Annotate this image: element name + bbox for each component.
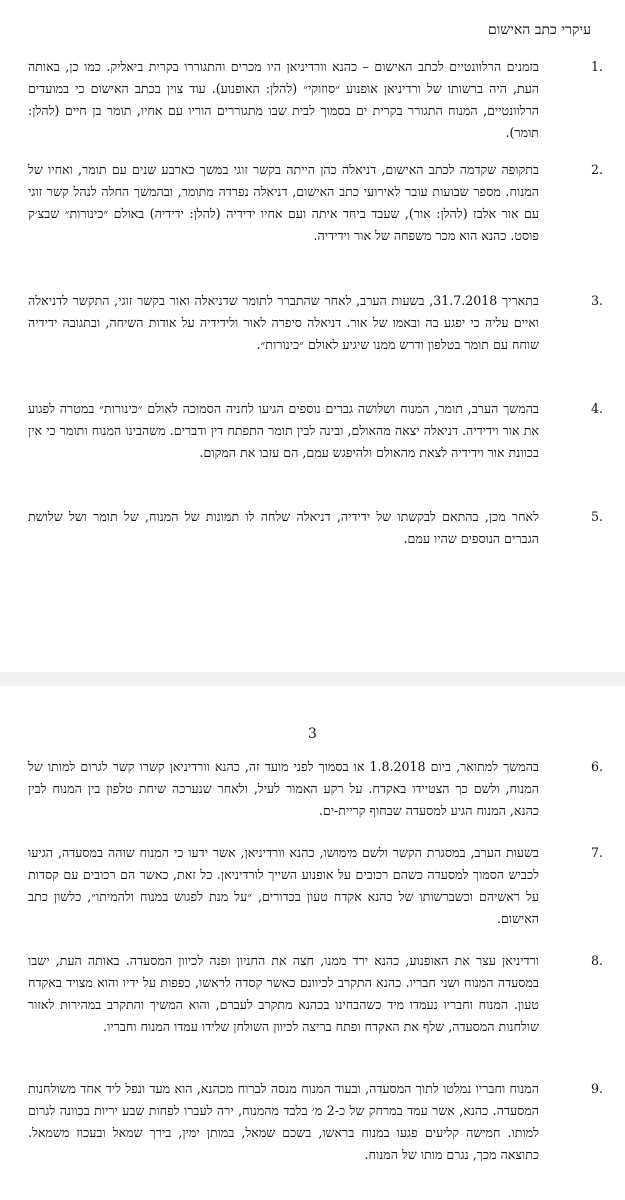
paragraph (28, 1078, 603, 1166)
paragraph (28, 398, 603, 464)
paragraph-number: 1. (590, 59, 603, 74)
paragraph (28, 56, 603, 144)
paragraph-number: 8. (590, 953, 603, 968)
paragraph-text: לאחר מכן, בהתאם לבקשתו של ידידיה, דניאלה שלחה לו תמונות של המנוח, של תומר ושל שלושת הגברים הנוספים שהיו עמם. (28, 509, 539, 546)
paragraph-text: ורדיניאן עצר את האופנוע, כהנא ירד ממנו, חצה את החניון ופנה לכיוון המסעדה. באותה העת, ישבו במסעדה המנוח ושני חבריו. כהנא התקרב לכיוונם כאשר קסדה לראשו, כפפות על ידיו והוא מצויד באקדח טעון. המנוח וחבריו נעמדו מיד כשהבחינו בכהנא מתקרב לעברם, והוא המשיך והתקרב במהירות לאזור שולחנות המסעדה, שלף את האקדח ופתח בריצה לכיוון השולחן שלידו עמדו המנוח וחבריו. (28, 953, 539, 1034)
page-header: עיקרי כתב האישום (487, 22, 591, 38)
page-number: 3 (308, 726, 317, 742)
paragraph-text: בזמנים הרלוונטיים לכתב האישום – כהנא וורדיניאן היו מכרים והתגוררו בקרית ביאליק. כמו כן, באותה העת, היה ברשותו של ורדיניאן אופנוע ״סוזוקי״ (להלן: האופנוע). עוד צוין בכתב האישום כי במועדים הרלוונטיים, המנוח התגורר בקרית ים בסמוך לבית שבו מתגוררים הוריו עם אחיו, תומר בן חיים (להלן: תומר). (28, 59, 539, 140)
paragraph (28, 950, 603, 1038)
paragraph (28, 756, 603, 822)
paragraph-text: בהמשך למתואר, ביום 1.8.2018 או בסמוך לפני מועד זה, כהנא וורדיניאן קשרו קשר לגרום למותו של המנוח, ולשם כך הצטיידו באקדח. על רקע האמור לעיל, ולאחר שנערכה שיחת טלפון בין המנוח לבין כהנא, המנוח הגיע למסעדה שבחוף קריית-ים. (28, 759, 539, 818)
paragraph (28, 842, 603, 930)
paragraph (28, 159, 603, 247)
paragraph-text: בהמשך הערב, תומר, המנוח ושלושה גברים נוספים הגיעו לחניה הסמוכה לאולם ״כינורות״ במטרה לפגוע את אור וידידיה. דניאלה יצאה מהאולם, ובינה לבין תומר התפתח דין ודברים. משהבינו המנוח ותומר כי אין בכוונת אור וידידיה לצאת מהאולם ולהיפגש עמם, הם עזבו את המקום. (28, 401, 539, 460)
paragraph-number: 7. (590, 845, 603, 860)
paragraph-number: 9. (590, 1081, 603, 1096)
paragraph-text: בתקופה שקדמה לכתב האישום, דניאלה כהן הייתה בקשר זוגי במשך כארבע שנים עם תומר, ואחיו של המנוח. מספר שבועות עובר לאירועי כתב האישום, דניאלה נפרדה מתומר, ובהמשך החלה לנהל קשר זוגי עם אור אלבז (להלן: אור), שעבד ביחד איתה ועם אחיו ידידיה (להלן: ידידיה) באולם ״כינורות״ שבצ׳ק פוסט. כהנא הוא מכר משפחה של אור וידידיה. (28, 162, 539, 243)
paragraph-number: 5. (590, 509, 603, 524)
paragraph-text: בתאריך 31.7.2018, בשעות הערב, לאחר שהתברר לתומר שדניאלה ואור בקשר זוגי, התקשר לדניאלה ואיים עליה כי יפגע בה ובאמו של אור. דניאלה סיפרה לאור ולידידיה על אודות השיחה, ובתגובה ידידיה שוחח עם תומר בטלפון ודרש ממנו שיגיע לאולם ״כינורות״. (28, 293, 539, 352)
document-page-2 (0, 686, 625, 1200)
paragraph-number: 6. (590, 759, 603, 774)
paragraph-text: המנוח וחבריו נמלטו לתוך המסעדה, ובעוד המנוח מנסה לברוח מכהנא, הוא מעד ונפל ליד אחד משולחנות המסעדה. כהנא, אשר עמד במרחק של כ-2 מ׳ בלבד מהמנוח, ירה לעברו לפחות שבע יריות בכוונה לגרום למותו. חמישה קליעים פגעו במנוח בראשו, בשכם שמאל, במותן ימין, בירך שמאל ובעכוז משמאל. כתוצאה מכך, נגרם מותו של המנוח. (28, 1081, 539, 1162)
paragraph (28, 506, 603, 550)
paragraph-text: בשעות הערב, במסגרת הקשר ולשם מימושו, כהנא וורדיניאן, אשר ידעו כי המנוח שוהה במסעדה, הגיעו לכביש הסמוך למסעדה כשהם רכובים על אופנוע השייך לורדיניאן. כל זאת, כאשר הם רכובים עם קסדות על ראשיהם וכשברשותו של כהנא אקדח טעון בכדורים, ״על מנת לפגוש במנוח ולהמיתו״, כלשון כתב האישום. (28, 845, 539, 926)
paragraph (28, 290, 603, 356)
paragraph-number: 4. (590, 401, 603, 416)
paragraph-number: 3. (590, 293, 603, 308)
paragraph-number: 2. (590, 162, 603, 177)
